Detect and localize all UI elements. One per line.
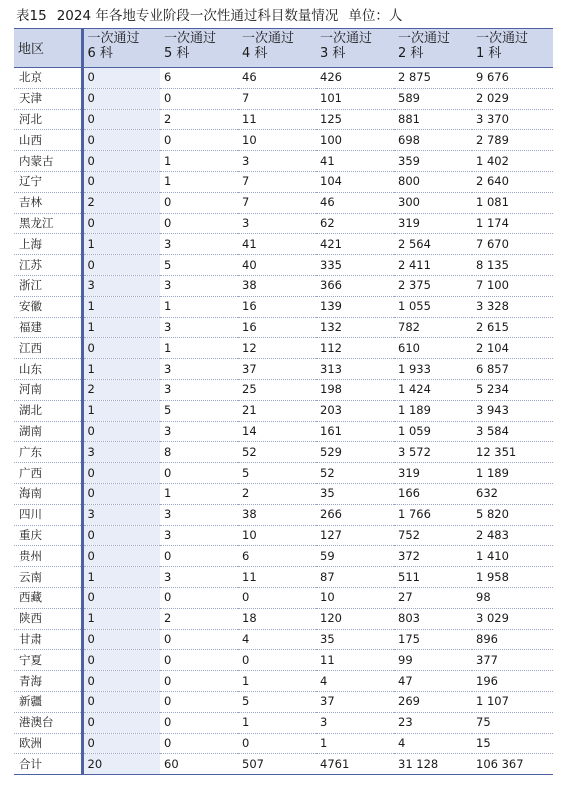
count-cell: 3 [160, 525, 238, 546]
region-cell: 云南 [14, 567, 82, 588]
table-row [14, 400, 553, 421]
count-cell: 75 [472, 712, 553, 733]
count-cell: 37 [316, 691, 394, 712]
count-cell: 0 [160, 712, 238, 733]
count-cell: 1 958 [472, 567, 553, 588]
table-row [14, 733, 553, 754]
count-cell: 25 [238, 379, 316, 400]
count-cell: 2 [82, 192, 160, 213]
region-cell: 湖南 [14, 421, 82, 442]
count-cell: 2 [160, 608, 238, 629]
count-cell: 12 [238, 338, 316, 359]
count-cell: 0 [82, 171, 160, 192]
count-cell: 38 [238, 275, 316, 296]
count-cell: 0 [82, 629, 160, 650]
count-cell: 0 [160, 546, 238, 567]
count-cell: 5 [238, 691, 316, 712]
count-cell: 0 [82, 712, 160, 733]
header-pass-4: 一次通过 4 科 [238, 29, 316, 68]
total-row [14, 754, 553, 775]
count-cell: 0 [82, 338, 160, 359]
table-row [14, 151, 553, 172]
count-cell: 2 375 [394, 275, 472, 296]
count-cell: 377 [472, 650, 553, 671]
count-cell: 120 [316, 608, 394, 629]
count-cell: 166 [394, 483, 472, 504]
count-cell: 0 [82, 546, 160, 567]
count-cell: 5 234 [472, 379, 553, 400]
count-cell: 3 [160, 317, 238, 338]
region-cell: 安徽 [14, 296, 82, 317]
table-row [14, 234, 553, 255]
region-cell: 江西 [14, 338, 82, 359]
region-cell: 甘肃 [14, 629, 82, 650]
count-cell: 7 100 [472, 275, 553, 296]
count-cell: 37 [238, 359, 316, 380]
table-row [14, 109, 553, 130]
header-region: 地区 [14, 29, 82, 68]
count-cell: 0 [160, 192, 238, 213]
count-cell: 1 [238, 671, 316, 692]
count-cell: 7 670 [472, 234, 553, 255]
count-cell: 0 [82, 68, 160, 89]
count-cell: 7 [238, 192, 316, 213]
count-cell: 1 [238, 712, 316, 733]
count-cell: 0 [160, 650, 238, 671]
count-cell: 87 [316, 567, 394, 588]
count-cell: 125 [316, 109, 394, 130]
count-cell: 0 [82, 88, 160, 109]
count-cell: 11 [238, 567, 316, 588]
table-row [14, 712, 553, 733]
count-cell: 2 615 [472, 317, 553, 338]
count-cell: 12 351 [472, 442, 553, 463]
count-cell: 698 [394, 130, 472, 151]
count-cell: 1 [82, 567, 160, 588]
table-row [14, 525, 553, 546]
count-cell: 1 402 [472, 151, 553, 172]
count-cell: 16 [238, 317, 316, 338]
count-cell: 0 [82, 213, 160, 234]
count-cell: 99 [394, 650, 472, 671]
region-cell: 西藏 [14, 587, 82, 608]
count-cell: 16 [238, 296, 316, 317]
count-cell: 2 029 [472, 88, 553, 109]
count-cell: 1 081 [472, 192, 553, 213]
count-cell: 132 [316, 317, 394, 338]
count-cell: 0 [160, 691, 238, 712]
region-cell: 辽宁 [14, 171, 82, 192]
count-cell: 60 [160, 754, 238, 775]
count-cell: 3 [238, 213, 316, 234]
count-cell: 1 [82, 400, 160, 421]
count-cell: 127 [316, 525, 394, 546]
count-cell: 1 424 [394, 379, 472, 400]
region-cell: 合计 [14, 754, 82, 775]
count-cell: 27 [394, 587, 472, 608]
count-cell: 11 [316, 650, 394, 671]
count-cell: 372 [394, 546, 472, 567]
count-cell: 1 [160, 338, 238, 359]
count-cell: 300 [394, 192, 472, 213]
pass-count-table [14, 28, 553, 775]
count-cell: 3 [82, 504, 160, 525]
region-cell: 青海 [14, 671, 82, 692]
count-cell: 782 [394, 317, 472, 338]
region-cell: 四川 [14, 504, 82, 525]
count-cell: 3 370 [472, 109, 553, 130]
region-cell: 港澳台 [14, 712, 82, 733]
count-cell: 198 [316, 379, 394, 400]
table-row [14, 504, 553, 525]
count-cell: 1 055 [394, 296, 472, 317]
count-cell: 7 [238, 88, 316, 109]
count-cell: 104 [316, 171, 394, 192]
count-cell: 3 [160, 379, 238, 400]
count-cell: 46 [316, 192, 394, 213]
count-cell: 511 [394, 567, 472, 588]
count-cell: 46 [238, 68, 316, 89]
region-cell: 贵州 [14, 546, 82, 567]
count-cell: 1 [160, 151, 238, 172]
count-cell: 0 [82, 587, 160, 608]
table-row [14, 691, 553, 712]
count-cell: 0 [160, 671, 238, 692]
count-cell: 59 [316, 546, 394, 567]
count-cell: 0 [82, 151, 160, 172]
count-cell: 0 [82, 691, 160, 712]
count-cell: 10 [316, 587, 394, 608]
region-cell: 欧洲 [14, 733, 82, 754]
count-cell: 313 [316, 359, 394, 380]
count-cell: 8 135 [472, 255, 553, 276]
table-row [14, 546, 553, 567]
count-cell: 6 857 [472, 359, 553, 380]
table-row [14, 608, 553, 629]
count-cell: 2 640 [472, 171, 553, 192]
table-row [14, 650, 553, 671]
table-row [14, 317, 553, 338]
count-cell: 3 [316, 712, 394, 733]
region-cell: 山东 [14, 359, 82, 380]
table-row [14, 192, 553, 213]
region-cell: 宁夏 [14, 650, 82, 671]
table-row [14, 275, 553, 296]
table-caption: 2024 年各地专业阶段一次性通过科目数量情况 [56, 8, 339, 24]
count-cell: 1 766 [394, 504, 472, 525]
region-cell: 湖北 [14, 400, 82, 421]
count-cell: 41 [316, 151, 394, 172]
count-cell: 335 [316, 255, 394, 276]
count-cell: 2 875 [394, 68, 472, 89]
count-cell: 319 [394, 463, 472, 484]
count-cell: 1 [316, 733, 394, 754]
count-cell: 139 [316, 296, 394, 317]
count-cell: 18 [238, 608, 316, 629]
region-cell: 海南 [14, 483, 82, 504]
count-cell: 3 [160, 504, 238, 525]
count-cell: 23 [394, 712, 472, 733]
count-cell: 0 [82, 671, 160, 692]
count-cell: 4761 [316, 754, 394, 775]
region-cell: 内蒙古 [14, 151, 82, 172]
header-row [14, 29, 553, 68]
count-cell: 1 [82, 317, 160, 338]
count-cell: 0 [160, 463, 238, 484]
count-cell: 10 [238, 525, 316, 546]
count-cell: 0 [82, 421, 160, 442]
count-cell: 2 [238, 483, 316, 504]
count-cell: 40 [238, 255, 316, 276]
table-row [14, 255, 553, 276]
count-cell: 3 [160, 359, 238, 380]
table-row [14, 587, 553, 608]
count-cell: 10 [238, 130, 316, 151]
count-cell: 8 [160, 442, 238, 463]
count-cell: 6 [238, 546, 316, 567]
count-cell: 2 564 [394, 234, 472, 255]
region-cell: 上海 [14, 234, 82, 255]
count-cell: 1 107 [472, 691, 553, 712]
count-cell: 610 [394, 338, 472, 359]
count-cell: 3 943 [472, 400, 553, 421]
region-cell: 黑龙江 [14, 213, 82, 234]
count-cell: 3 [160, 275, 238, 296]
region-cell: 江苏 [14, 255, 82, 276]
count-cell: 196 [472, 671, 553, 692]
count-cell: 881 [394, 109, 472, 130]
region-cell: 河北 [14, 109, 82, 130]
count-cell: 62 [316, 213, 394, 234]
count-cell: 5 [160, 400, 238, 421]
region-cell: 新疆 [14, 691, 82, 712]
table-row [14, 567, 553, 588]
count-cell: 0 [82, 733, 160, 754]
count-cell: 589 [394, 88, 472, 109]
count-cell: 3 [160, 234, 238, 255]
count-cell: 15 [472, 733, 553, 754]
header-pass-1: 一次通过 1 科 [472, 29, 553, 68]
count-cell: 0 [82, 463, 160, 484]
count-cell: 5 [160, 255, 238, 276]
count-cell: 4 [316, 671, 394, 692]
count-cell: 2 [82, 379, 160, 400]
region-cell: 吉林 [14, 192, 82, 213]
table-unit: 单位：人 [348, 8, 403, 24]
count-cell: 9 676 [472, 68, 553, 89]
count-cell: 1 [82, 234, 160, 255]
count-cell: 0 [160, 587, 238, 608]
count-cell: 3 [82, 275, 160, 296]
count-cell: 1 059 [394, 421, 472, 442]
count-cell: 2 483 [472, 525, 553, 546]
count-cell: 47 [394, 671, 472, 692]
region-cell: 浙江 [14, 275, 82, 296]
count-cell: 98 [472, 587, 553, 608]
count-cell: 2 411 [394, 255, 472, 276]
count-cell: 3 029 [472, 608, 553, 629]
count-cell: 632 [472, 483, 553, 504]
count-cell: 3 [82, 442, 160, 463]
count-cell: 31 128 [394, 754, 472, 775]
region-cell: 广东 [14, 442, 82, 463]
count-cell: 0 [82, 130, 160, 151]
count-cell: 803 [394, 608, 472, 629]
count-cell: 0 [82, 255, 160, 276]
table-number: 表15 [16, 8, 47, 24]
count-cell: 1 [160, 296, 238, 317]
count-cell: 161 [316, 421, 394, 442]
count-cell: 896 [472, 629, 553, 650]
count-cell: 426 [316, 68, 394, 89]
count-cell: 1 [160, 171, 238, 192]
count-cell: 421 [316, 234, 394, 255]
count-cell: 0 [238, 733, 316, 754]
count-cell: 1 410 [472, 546, 553, 567]
region-cell: 河南 [14, 379, 82, 400]
count-cell: 0 [160, 629, 238, 650]
count-cell: 0 [160, 733, 238, 754]
table-row [14, 483, 553, 504]
count-cell: 35 [316, 629, 394, 650]
region-cell: 广西 [14, 463, 82, 484]
region-cell: 福建 [14, 317, 82, 338]
table-row [14, 379, 553, 400]
count-cell: 20 [82, 754, 160, 775]
count-cell: 3 584 [472, 421, 553, 442]
count-cell: 0 [160, 88, 238, 109]
count-cell: 101 [316, 88, 394, 109]
table-row [14, 629, 553, 650]
count-cell: 1 [160, 483, 238, 504]
count-cell: 21 [238, 400, 316, 421]
region-cell: 陕西 [14, 608, 82, 629]
table-row [14, 88, 553, 109]
count-cell: 1 [82, 296, 160, 317]
count-cell: 5 [238, 463, 316, 484]
count-cell: 1 [82, 359, 160, 380]
region-cell: 北京 [14, 68, 82, 89]
count-cell: 14 [238, 421, 316, 442]
count-cell: 106 367 [472, 754, 553, 775]
count-cell: 319 [394, 213, 472, 234]
region-cell: 重庆 [14, 525, 82, 546]
count-cell: 1 189 [472, 463, 553, 484]
count-cell: 11 [238, 109, 316, 130]
count-cell: 2 104 [472, 338, 553, 359]
count-cell: 3 [160, 421, 238, 442]
count-cell: 2 [160, 109, 238, 130]
count-cell: 0 [160, 213, 238, 234]
count-cell: 529 [316, 442, 394, 463]
count-cell: 203 [316, 400, 394, 421]
table-row [14, 359, 553, 380]
table-row [14, 130, 553, 151]
count-cell: 3 [160, 567, 238, 588]
count-cell: 4 [394, 733, 472, 754]
count-cell: 4 [238, 629, 316, 650]
count-cell: 800 [394, 171, 472, 192]
count-cell: 0 [238, 650, 316, 671]
count-cell: 0 [82, 525, 160, 546]
count-cell: 359 [394, 151, 472, 172]
count-cell: 266 [316, 504, 394, 525]
count-cell: 5 820 [472, 504, 553, 525]
count-cell: 752 [394, 525, 472, 546]
count-cell: 3 328 [472, 296, 553, 317]
count-cell: 7 [238, 171, 316, 192]
count-cell: 0 [82, 650, 160, 671]
count-cell: 3 [238, 151, 316, 172]
count-cell: 112 [316, 338, 394, 359]
region-cell: 山西 [14, 130, 82, 151]
count-cell: 507 [238, 754, 316, 775]
header-pass-5: 一次通过 5 科 [160, 29, 238, 68]
table-row [14, 421, 553, 442]
count-cell: 0 [160, 130, 238, 151]
count-cell: 1 933 [394, 359, 472, 380]
count-cell: 52 [316, 463, 394, 484]
table-title [16, 4, 412, 28]
count-cell: 0 [82, 483, 160, 504]
count-cell: 1 174 [472, 213, 553, 234]
table-row [14, 671, 553, 692]
header-pass-2: 一次通过 2 科 [394, 29, 472, 68]
count-cell: 35 [316, 483, 394, 504]
count-cell: 6 [160, 68, 238, 89]
count-cell: 52 [238, 442, 316, 463]
table-row [14, 338, 553, 359]
count-cell: 2 789 [472, 130, 553, 151]
table-row [14, 213, 553, 234]
count-cell: 0 [238, 587, 316, 608]
header-pass-3: 一次通过 3 科 [316, 29, 394, 68]
count-cell: 1 [82, 608, 160, 629]
header-pass-6: 一次通过 6 科 [82, 29, 160, 68]
count-cell: 1 189 [394, 400, 472, 421]
region-cell: 天津 [14, 88, 82, 109]
count-cell: 366 [316, 275, 394, 296]
count-cell: 269 [394, 691, 472, 712]
count-cell: 175 [394, 629, 472, 650]
count-cell: 3 572 [394, 442, 472, 463]
count-cell: 0 [82, 109, 160, 130]
table-row [14, 442, 553, 463]
table-row [14, 296, 553, 317]
table-row [14, 463, 553, 484]
count-cell: 100 [316, 130, 394, 151]
table-row [14, 68, 553, 89]
count-cell: 41 [238, 234, 316, 255]
table-row [14, 171, 553, 192]
count-cell: 38 [238, 504, 316, 525]
